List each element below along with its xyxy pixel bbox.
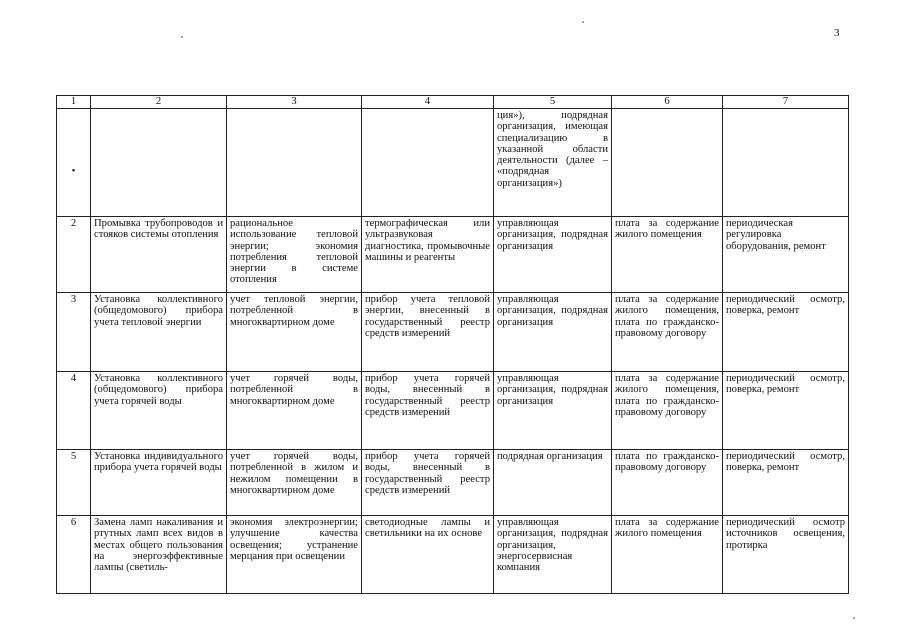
table-cell: светодиодные лампы и светильники на их основе — [362, 516, 494, 594]
table-row — [57, 217, 849, 293]
table-cell: Установка коллективного (общедомового) прибора учета горячей воды — [91, 372, 227, 450]
table-cell: Установка коллективного (общедомового) прибора учета тепловой энергии — [91, 293, 227, 372]
table-cell: рациональное использование тепловой энергии; экономия потребления тепловой энергии в системе отопления — [227, 217, 362, 293]
table-cell: периодическая регулировка оборудования, ремонт — [723, 217, 849, 293]
table-row — [57, 516, 849, 594]
column-header: 1 — [57, 96, 91, 109]
table-row — [57, 450, 849, 516]
scan-speck — [853, 617, 855, 619]
table-row — [57, 109, 849, 217]
table-header-row — [57, 96, 849, 109]
table-cell — [91, 109, 227, 217]
table-cell: управляющая организация, подрядная организация — [494, 372, 612, 450]
table-cell: учет горячей воды, потребленной в жилом и нежилом помещении в многоквартирном доме — [227, 450, 362, 516]
table-cell: прибор учета горячей воды, внесенный в государственный реестр средств измерений — [362, 450, 494, 516]
column-header: 3 — [227, 96, 362, 109]
row-number-cell: 3 — [57, 293, 91, 372]
table-cell: учет горячей воды, потребленной в многоквартирном доме — [227, 372, 362, 450]
row-number-cell: 4 — [57, 372, 91, 450]
table-cell: плата за содержание жилого помещения, плата по гражданско-правовому договору — [612, 372, 723, 450]
table-cell — [723, 109, 849, 217]
table-cell: подрядная организация — [494, 450, 612, 516]
table-cell: Замена ламп накаливания и ртутных ламп всех видов в местах общего пользования на энергоэффективные лампы (светиль- — [91, 516, 227, 594]
table-cell: управляющая организация, подрядная организация, энергосервисная компания — [494, 516, 612, 594]
column-header: 2 — [91, 96, 227, 109]
table-cell: плата за содержание жилого помещения, плата по гражданско-правовому договору — [612, 293, 723, 372]
column-header: 7 — [723, 96, 849, 109]
table-cell: термографическая или ультразвуковая диагностика, промывочные машины и реагенты — [362, 217, 494, 293]
row-number-cell: 5 — [57, 450, 91, 516]
table-cell: периодический осмотр, поверка, ремонт — [723, 450, 849, 516]
table-cell — [612, 109, 723, 217]
table-row — [57, 293, 849, 372]
page-number: 3 — [834, 27, 840, 39]
table-cell: прибор учета тепловой энергии, внесенный в государственный реестр средств измерений — [362, 293, 494, 372]
table-cell: Промывка трубопроводов и стояков системы отопления — [91, 217, 227, 293]
table-cell: периодический осмотр источников освещения, протирка — [723, 516, 849, 594]
row-number-cell — [57, 109, 91, 217]
table-row — [57, 372, 849, 450]
row-number-cell: 2 — [57, 217, 91, 293]
column-header: 4 — [362, 96, 494, 109]
bullet-mark: • — [71, 166, 76, 177]
table-cell: плата за содержание жилого помещения — [612, 217, 723, 293]
table-cell: Установка индивидуального прибора учета горячей воды — [91, 450, 227, 516]
table-cell: прибор учета горячей воды, внесенный в государственный реестр средств измерений — [362, 372, 494, 450]
table-cell: управляющая организация, подрядная организация — [494, 293, 612, 372]
scan-speck — [181, 36, 183, 38]
measures-table — [56, 95, 849, 594]
table-cell: ция»), подрядная организация, имеющая специализацию в указанной области деятельности (далее – «подрядная организация») — [494, 109, 612, 217]
scan-speck — [582, 21, 584, 23]
table-cell: плата за содержание жилого помещения — [612, 516, 723, 594]
table-cell — [227, 109, 362, 217]
column-header: 6 — [612, 96, 723, 109]
table-cell: плата по гражданско-правовому договору — [612, 450, 723, 516]
table-cell: управляющая организация, подрядная организация — [494, 217, 612, 293]
table-cell: периодический осмотр, поверка, ремонт — [723, 293, 849, 372]
table-cell: периодический осмотр, поверка, ремонт — [723, 372, 849, 450]
row-number-cell: 6 — [57, 516, 91, 594]
column-header: 5 — [494, 96, 612, 109]
table-cell: экономия электроэнергии; улучшение качества освещения; устранение мерцания при освещении — [227, 516, 362, 594]
table-cell — [362, 109, 494, 217]
table-cell: учет тепловой энергии, потребленной в многоквартирном доме — [227, 293, 362, 372]
